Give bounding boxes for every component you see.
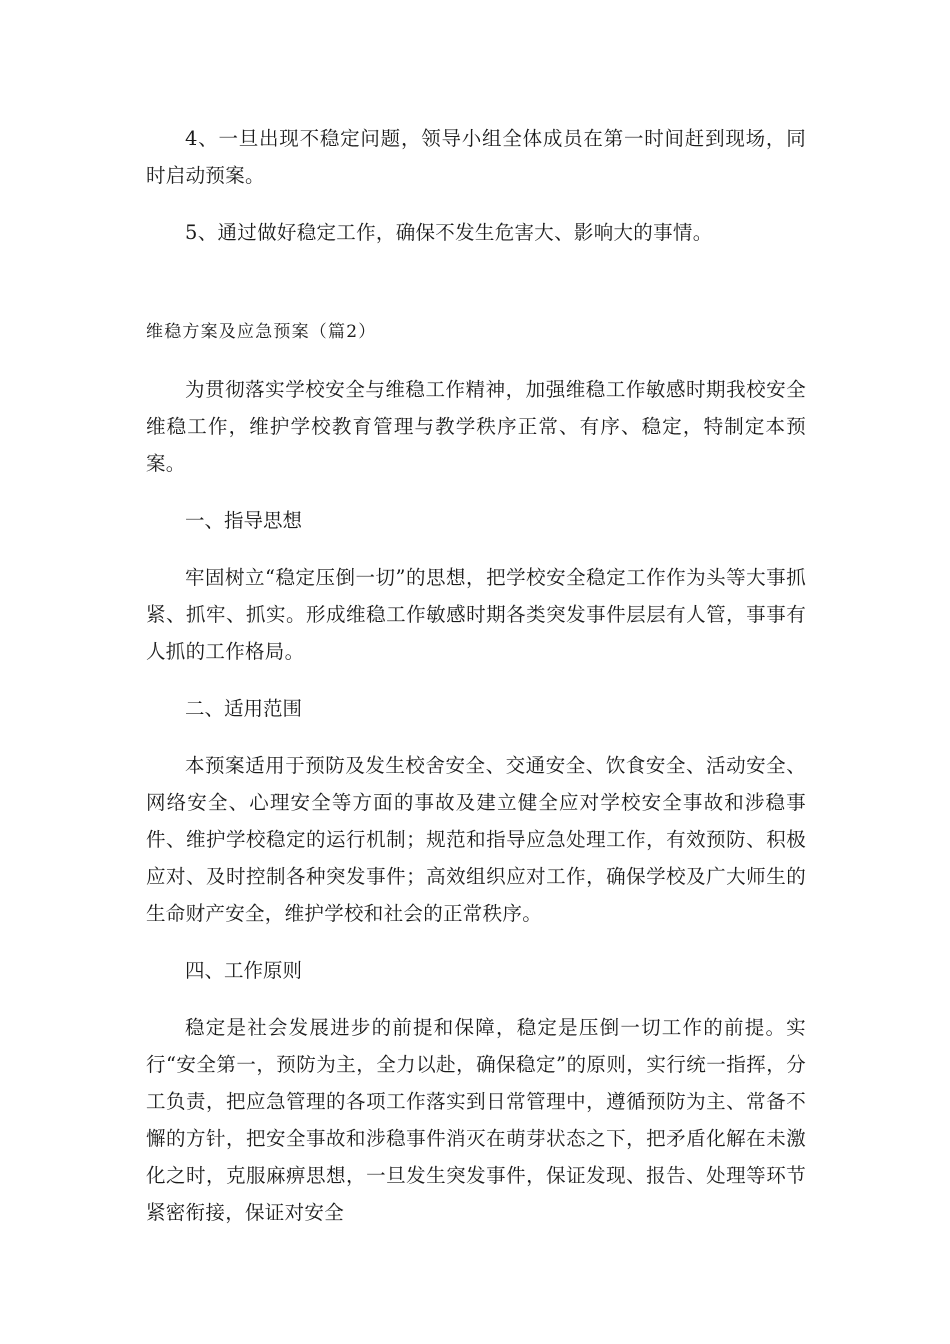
paragraph-item-5: 5、通过做好稳定工作，确保不发生危害大、影响大的事情。 (185, 221, 713, 244)
intro-paragraph: 为贯彻落实学校安全与维稳工作精神，加强维稳工作敏感时期我校安全维稳工作，维护学校教育管理与教学秩序正常、有序、稳定，特制定本预案。 (146, 378, 806, 475)
heading-work-principles: 四、工作原则 (185, 959, 303, 982)
paragraph-item-4: 4、一旦出现不稳定问题，领导小组全体成员在第一时间赶到现场，同时启动预案。 (146, 127, 806, 187)
document-body (146, 120, 806, 1251)
paragraph-work-principles: 稳定是社会发展进步的前提和保障，稳定是压倒一切工作的前提。实行“安全第一，预防为主，全力以赴，确保稳定”的原则，实行统一指挥，分工负责，把应急管理的各项工作落实到日常管理中，遵循预防为主、常备不懈的方针，把安全事故和涉稳事件消灭在萌芽状态之下，把矛盾化解在未激化之时，克服麻痹思想，一旦发生突发事件，保证发现、报告、处理等环节紧密衔接，保证对安全 (146, 1016, 806, 1224)
paragraph-guiding-ideology: 牢固树立“稳定压倒一切”的思想，把学校安全稳定工作作为头等大事抓紧、抓牢、抓实。形成维稳工作敏感时期各类突发事件层层有人管，事事有人抓的工作格局。 (146, 566, 806, 663)
heading-scope: 二、适用范围 (185, 697, 303, 720)
section-title: 维稳方案及应急预案（篇2） (146, 322, 377, 342)
heading-guiding-ideology: 一、指导思想 (185, 509, 303, 532)
paragraph-scope: 本预案适用于预防及发生校舍安全、交通安全、饮食安全、活动安全、网络安全、心理安全等方面的事故及建立健全应对学校安全事故和涉稳事件、维护学校稳定的运行机制；规范和指导应急处理工作，有效预防、积极应对、及时控制各种突发事件；高效组织应对工作，确保学校及广大师生的生命财产安全，维护学校和社会的正常秩序。 (146, 754, 806, 925)
